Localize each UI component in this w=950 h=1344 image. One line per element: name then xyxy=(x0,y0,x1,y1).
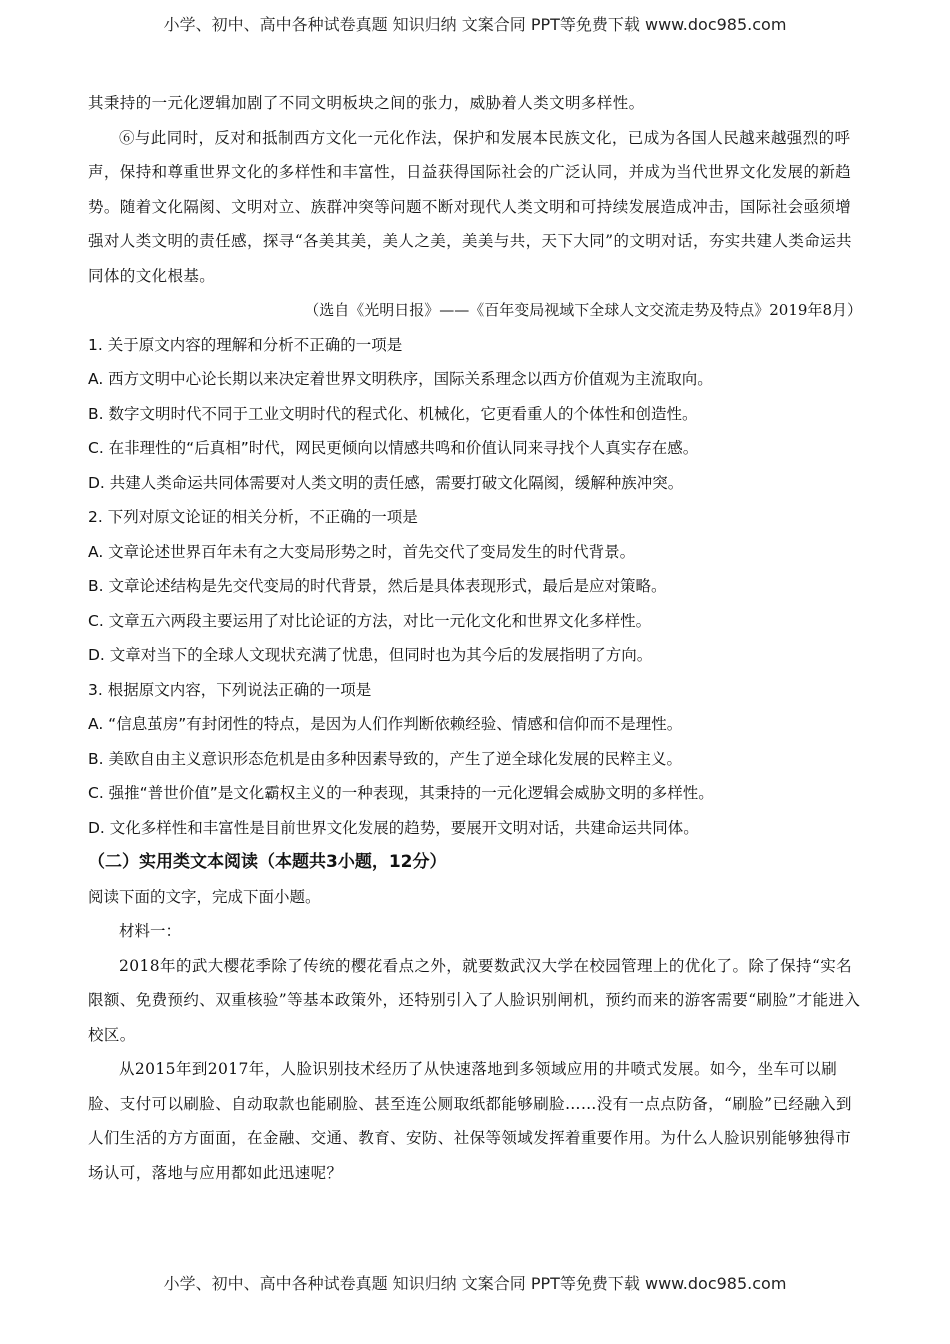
question-1 xyxy=(88,328,862,501)
question-option: C. 强推“普世价值”是文化霸权主义的一种表现，其秉持的一元化逻辑会威胁文明的多样性。 xyxy=(88,784,714,802)
section-title: （二）实用类文本阅读（本题共3小题，12分） xyxy=(88,852,447,872)
question-stem: 2. 下列对原文论证的相关分析，不正确的一项是 xyxy=(88,508,418,526)
page-header: 小学、初中、高中各种试卷真题 知识归纳 文案合同 PPT等免费下载 www.doc985.com xyxy=(163,15,787,34)
question-option: C. 在非理性的“后真相”时代，网民更倾向以情感共鸣和价值认同来寻找个人真实存在感。 xyxy=(88,439,699,457)
question-option: C. 文章五六两段主要运用了对比论证的方法，对比一元化文化和世界文化多样性。 xyxy=(88,611,652,630)
question-2 xyxy=(88,500,862,673)
passage-paragraph-continued: 其秉持的一元化逻辑加剧了不同文明板块之间的张力，威胁着人类文明多样性。 xyxy=(88,94,645,112)
document-body xyxy=(88,86,862,1190)
question-stem: 1. 关于原文内容的理解和分析不正确的一项是 xyxy=(88,335,403,354)
question-option: D. 共建人类命运共同体需要对人类文明的责任感，需要打破文化隔阂，缓解种族冲突。 xyxy=(88,473,684,492)
question-option: A. “信息茧房”有封闭性的特点，是因为人们作判断依赖经验、情感和信仰而不是理性。 xyxy=(88,715,683,733)
question-option: B. 美欧自由主义意识形态危机是由多种因素导致的，产生了逆全球化发展的民粹主义。 xyxy=(88,749,682,768)
material-paragraph-1: 2018年的武大樱花季除了传统的樱花看点之外，就要数武汉大学在校园管理上的优化了。除了保持“实名限额、免费预约、双重核验”等基本政策外，还特别引入了人脸识别闸机，预约而来的游客需要“刷脸”才能进入校区。 xyxy=(88,956,861,1044)
question-option: D. 文章对当下的全球人文现状充满了忧患，但同时也为其今后的发展指明了方向。 xyxy=(88,646,653,664)
question-option: A. 西方文明中心论长期以来决定着世界文明秩序，国际关系理念以西方价值观为主流取向。 xyxy=(88,370,713,388)
material-paragraph-2: 从2015年到2017年，人脸识别技术经历了从快速落地到多领域应用的井喷式发展。如今，坐车可以刷脸、支付可以刷脸、自动取款也能刷脸、甚至连公厕取纸都能够刷脸……没有一点点防备，“刷脸”已经融入到人们生活的方方面面，在金融、交通、教育、安防、社保等领域发挥着重要作用。为什么人脸识别能够独得市场认可，落地与应用都如此迅速呢？ xyxy=(88,1060,852,1182)
passage-paragraph-6: ⑥与此同时，反对和抵制西方文化一元化作法，保护和发展本民族文化，已成为各国人民越来越强烈的呼声，保持和尊重世界文化的多样性和丰富性，日益获得国际社会的广泛认同，并成为当代世界文化发展的新趋势。随着文化隔阂、文明对立、族群冲突等问题不断对现代人类文明和可持续发展造成冲击，国际社会亟须增强对人类文明的责任感，探寻“各美其美，美人之美，美美与共，天下大同”的文明对话，夯实共建人类命运共同体的文化根基。 xyxy=(88,128,852,285)
question-option: B. 文章论述结构是先交代变局的时代背景，然后是具体表现形式，最后是应对策略。 xyxy=(88,577,667,595)
question-3 xyxy=(88,673,862,846)
section-instruction: 阅读下面的文字，完成下面小题。 xyxy=(88,887,321,906)
question-option: A. 文章论述世界百年未有之大变局形势之时，首先交代了变局发生的时代背景。 xyxy=(88,542,636,561)
page-footer: 小学、初中、高中各种试卷真题 知识归纳 文案合同 PPT等免费下载 www.doc985.com xyxy=(163,1274,787,1293)
question-option: D. 文化多样性和丰富性是目前世界文化发展的趋势，要展开文明对话，共建命运共同体。 xyxy=(88,818,699,837)
question-stem: 3. 根据原文内容，下列说法正确的一项是 xyxy=(88,680,372,699)
question-option: B. 数字文明时代不同于工业文明时代的程式化、机械化，它更看重人的个体性和创造性。 xyxy=(88,404,698,423)
passage-source: （选自《光明日报》——《百年变局视域下全球人文交流走势及特点》2019年8月） xyxy=(304,301,862,319)
material-label: 材料一： xyxy=(119,922,182,940)
